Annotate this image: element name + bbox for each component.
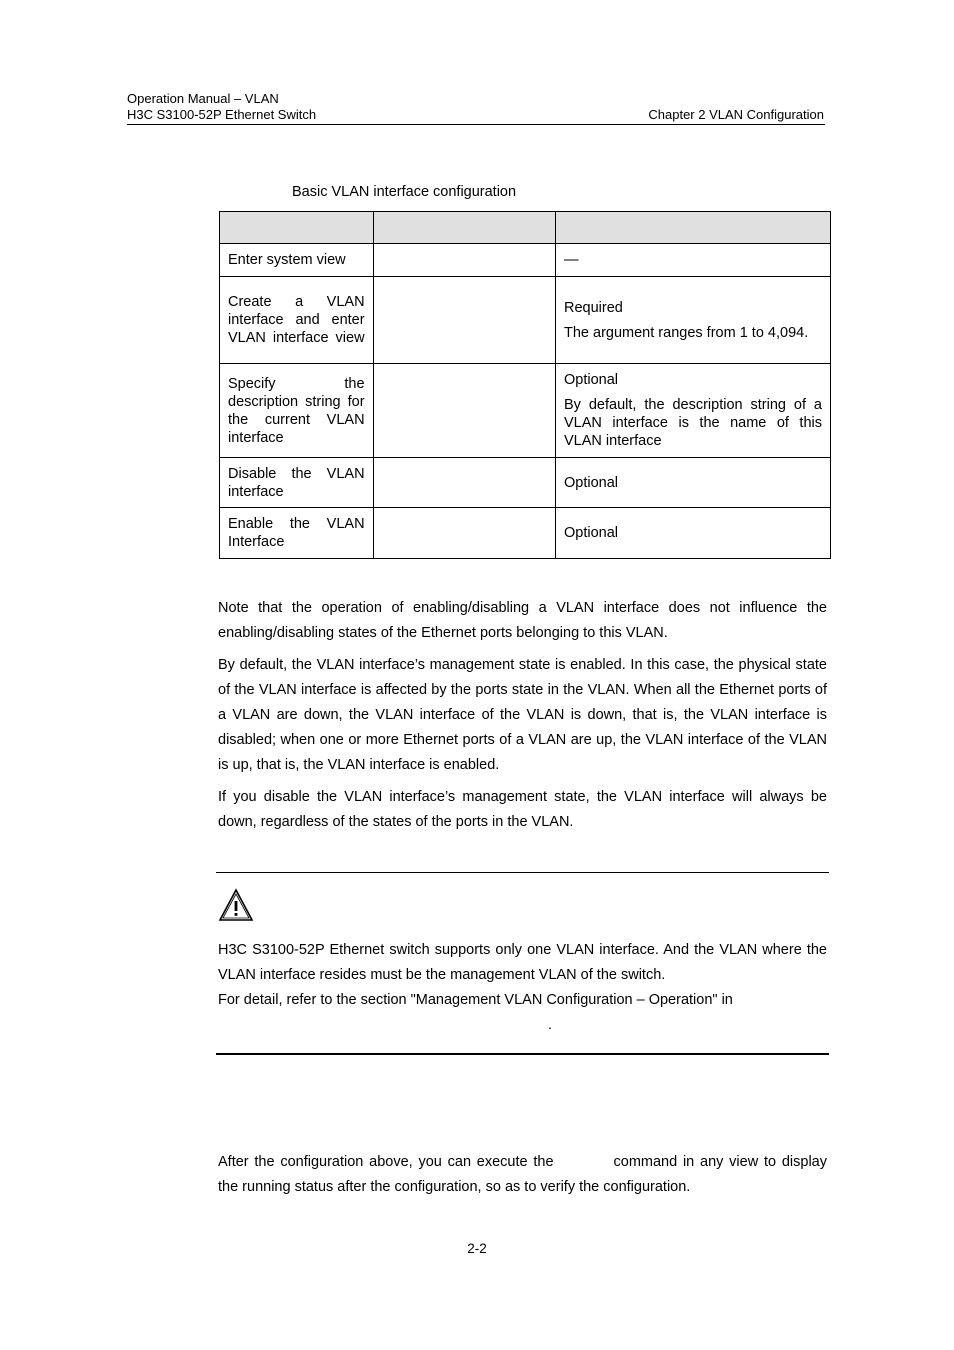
header-cell-operation bbox=[220, 212, 374, 244]
remarks-cell: Optional bbox=[556, 508, 831, 559]
running-header-left bbox=[127, 91, 316, 123]
table-row bbox=[220, 244, 831, 277]
caution-top-rule bbox=[216, 872, 829, 873]
paragraph: By default, the VLAN interface’s management state is enabled. In this case, the physical state of the VLAN interface is affected by the ports state in the VLAN. When all the Ethernet ports of a VLAN are down, the VLAN interface of the VLAN is down, that is, the VLAN interface is disabled; when one or more Ethernet ports of a VLAN are up, the VLAN interface of the VLAN is up, that is, the VLAN interface is enabled. bbox=[218, 657, 827, 773]
operation-cell: Enter system view bbox=[220, 244, 374, 277]
body-paragraphs bbox=[218, 596, 827, 842]
table-row bbox=[220, 364, 831, 458]
paragraph: Note that the operation of enabling/disabling a VLAN interface does not influence the enabling/disabling states of the Ethernet ports belonging to this VLAN. bbox=[218, 600, 827, 641]
header-cell-command bbox=[373, 212, 555, 244]
header-rule bbox=[127, 124, 825, 125]
product-name: H3C S3100-52P Ethernet Switch bbox=[127, 107, 317, 122]
command-cell bbox=[373, 277, 555, 364]
remarks-cell: Optional bbox=[556, 458, 831, 508]
command-cell bbox=[373, 364, 555, 458]
page-number: 2-2 bbox=[467, 1241, 487, 1256]
caution-bottom-rule bbox=[216, 1053, 829, 1055]
operation-cell: Specify the description string for the current VLAN interface bbox=[220, 364, 374, 458]
operation-cell: Disable the VLAN interface bbox=[220, 458, 374, 508]
table-header-row bbox=[220, 212, 831, 244]
remarks-cell: Optional By default, the description string of a VLAN interface is the name of this VLAN interface bbox=[556, 364, 831, 458]
table-row bbox=[220, 277, 831, 364]
verify-paragraph bbox=[218, 1150, 827, 1200]
manual-title: Operation Manual – VLAN bbox=[127, 91, 279, 106]
command-cell bbox=[373, 458, 555, 508]
table-caption: Basic VLAN interface configuration bbox=[292, 184, 517, 200]
remarks-cell: Required The argument ranges from 1 to 4,094. bbox=[556, 277, 831, 364]
remarks-cell: — bbox=[556, 244, 831, 277]
table-row bbox=[220, 458, 831, 508]
operation-cell: Create a VLAN interface and enter VLAN interface view bbox=[220, 277, 374, 364]
caution-trailing-period: . bbox=[548, 1016, 552, 1032]
caution-line: For detail, refer to the section "Management VLAN Configuration – Operation" in bbox=[218, 992, 733, 1008]
paragraph: If you disable the VLAN interface’s management state, the VLAN interface will always be down, regardless of the states of the ports in the VLAN. bbox=[218, 789, 827, 830]
command-cell bbox=[373, 508, 555, 559]
chapter-title: Chapter 2 VLAN Configuration bbox=[648, 107, 824, 122]
caution-line: H3C S3100-52P Ethernet switch supports only one VLAN interface. And the VLAN where the VLAN interface resides must be the management VLAN of the switch. bbox=[218, 942, 827, 983]
table-row bbox=[220, 508, 831, 559]
config-table bbox=[219, 211, 831, 559]
command-cell bbox=[373, 244, 555, 277]
header-cell-remarks bbox=[556, 212, 831, 244]
verify-text-after: command in any view to display the running status after the configuration, so as to verify the configuration. bbox=[218, 1154, 827, 1195]
warning-icon bbox=[218, 888, 254, 922]
operation-cell: Enable the VLAN Interface bbox=[220, 508, 374, 559]
caution-text bbox=[218, 938, 827, 1013]
verify-text-before: After the configuration above, you can execute the bbox=[218, 1154, 554, 1170]
